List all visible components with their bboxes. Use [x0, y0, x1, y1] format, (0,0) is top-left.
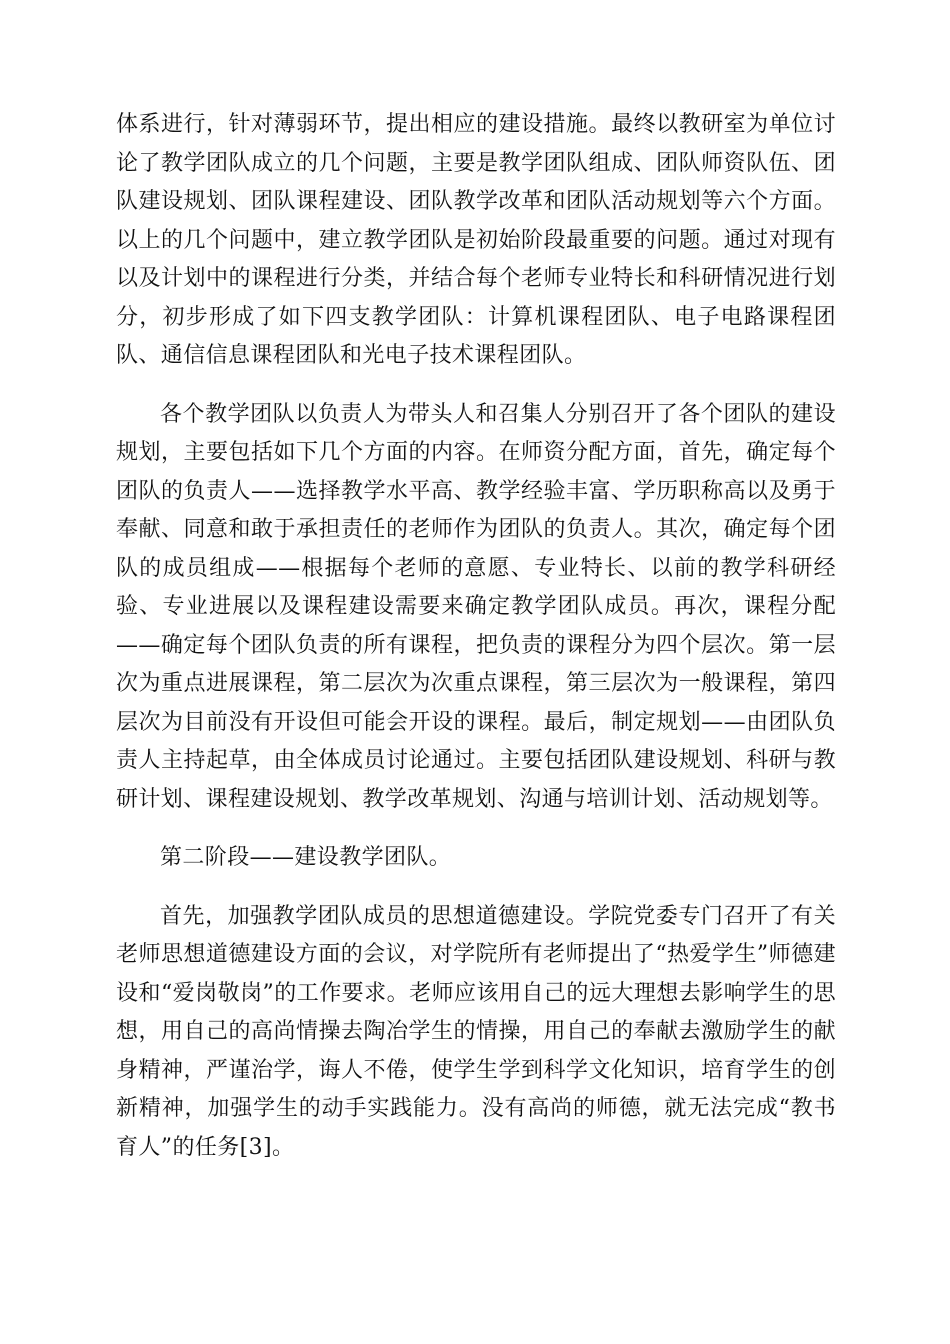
- paragraph-3: 第二阶段——建设教学团队。: [160, 845, 452, 870]
- paragraph-2: 各个教学团队以负责人为带头人和召集人分别召开了各个团队的建设规划，主要包括如下几个方面的内容。在师资分配方面，首先，确定每个团队的负责人——选择教学水平高、教学经验丰富、学历职称高以及勇于奉献、同意和敢于承担责任的老师作为团队的负责人。其次，确定每个团队的成员组成——根据每个老师的意愿、专业特长、以前的教学科研经验、专业进展以及课程建设需要来确定教学团队成员。再次，课程分配——确定每个团队负责的所有课程，把负责的课程分为四个层次。第一层次为重点进展课程，第二层次为次重点课程，第三层次为一般课程，第四层次为目前没有开设但可能会开设的课程。最后，制定规划——由团队负责人主持起草，由全体成员讨论通过。主要包括团队建设规划、科研与教研计划、课程建设规划、教学改革规划、沟通与培训计划、活动规划等。: [116, 401, 836, 812]
- paragraph-1: 体系进行，针对薄弱环节，提出相应的建设措施。最终以教研室为单位讨论了教学团队成立的几个问题，主要是教学团队组成、团队师资队伍、团队建设规划、团队课程建设、团队教学改革和团队活动规划等六个方面。以上的几个问题中，建立教学团队是初始阶段最重要的问题。通过对现有以及计划中的课程进行分类，并结合每个老师专业特长和科研情况进行划分，初步形成了如下四支教学团队：计算机课程团队、电子电路课程团队、通信信息课程团队和光电子技术课程团队。: [116, 112, 836, 368]
- paragraph-4: 首先，加强教学团队成员的思想道德建设。学院党委专门召开了有关老师思想道德建设方面的会议，对学院所有老师提出了“热爱学生”师德建设和“爱岗敬岗”的工作要求。老师应该用自己的远大理想去影响学生的思想，用自己的高尚情操去陶冶学生的情操，用自己的奉献去激励学生的献身精神，严谨治学，诲人不倦，使学生学到科学文化知识，培育学生的创新精神，加强学生的动手实践能力。没有高尚的师德，就无法完成“教书育人”的任务[3]。: [116, 903, 836, 1160]
- document-body: [116, 106, 836, 1187]
